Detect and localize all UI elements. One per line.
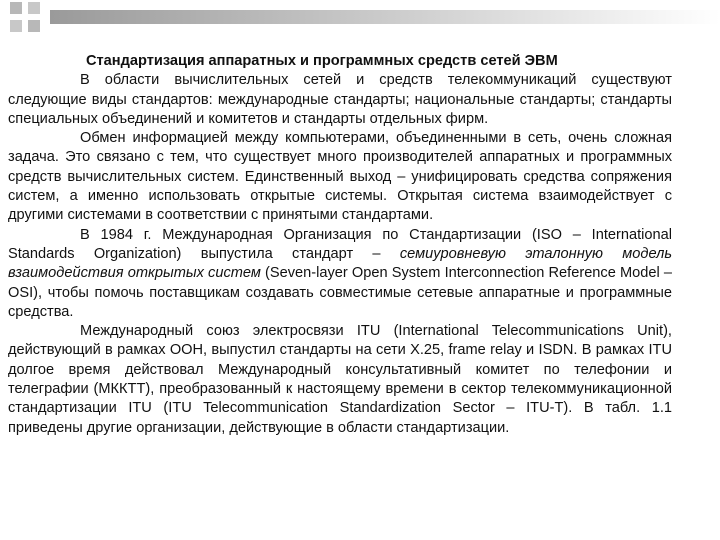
paragraph-standards-types: В области вычислительных сетей и средств телекоммуникаций существуют следующие виды стандартов: международные стандарты; национальные стандарты; стандарты специальных объединений и комитетов и стандарты отдельных фирм. [8,72,672,127]
slide-decoration [0,0,720,40]
osi-model-term: семиуровневую эталонную модель взаимодействия открытых систем [8,245,673,282]
paragraph-iso-osi-after: (Seven-layer Open System Interconnection Reference Model – OSI), чтобы помочь поставщикам создавать совместимые сетевые аппаратные и программные средства. [8,265,672,320]
paragraph-itu: Международный союз электросвязи ITU (International Telecommunications Unit), действующий в рамках ООН, выпустил стандарты на сети X.25, frame relay и ISDN. В рамках ITU долгое время действовал Международный консультативный комитет по телефонии и телеграфии (МККТТ), преобразованный к настоящему времени в сектор телекоммуникационной стандартизации ITU (ITU Telecommunication Standardization Sector – ITU-T). В табл. 1.1 приведены другие организации, действующие в области стандартизации. [8,323,672,436]
paragraph-iso-osi [8,226,672,322]
document-title: Стандартизация аппаратных и программных средств сетей ЭВМ [86,53,558,69]
decor-gradient-bar [50,10,720,24]
decor-square-3 [10,20,22,32]
decor-square-2 [28,2,40,14]
decor-square-4 [28,20,40,32]
paragraph-iso-osi-before: В 1984 г. Международная Организация по Стандартизации (ISO – International Standards Organization) выпустила стандарт – [8,226,672,262]
document-body [8,52,672,438]
decor-square-1 [10,2,22,14]
paragraph-open-systems: Обмен информацией между компьютерами, объединенными в сеть, очень сложная задача. Это связано с тем, что существует много производителей аппаратных и программных средств вычислительных систем. Единственный выход – унифицировать средства сопряжения систем, а именно использовать открытые системы. Открытая система взаимодействует с другими системами в соответствии с принятыми стандартами. [8,130,672,224]
